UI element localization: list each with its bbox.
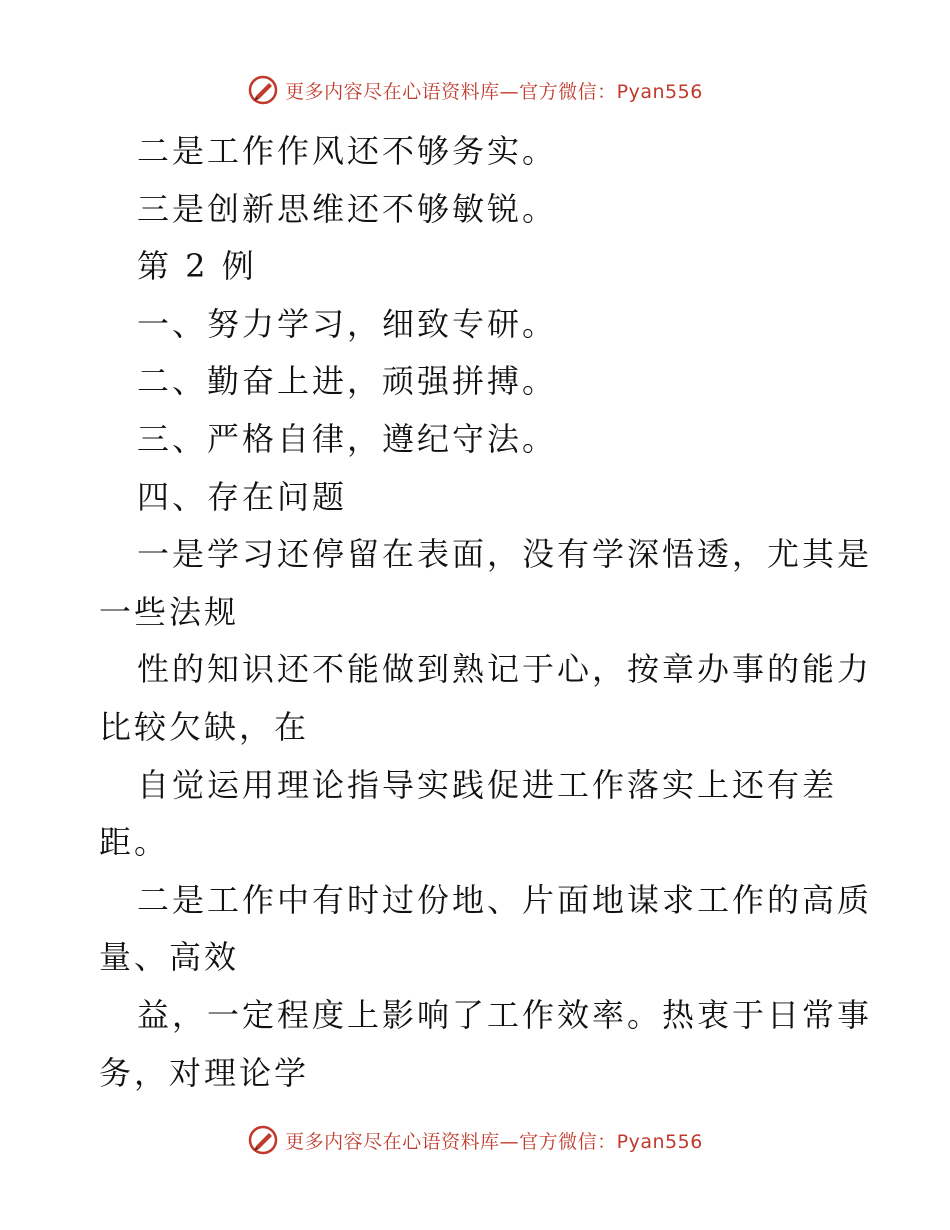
banner-text: 更多内容尽在心语资料库—官方微信：Pyan556 [285, 1130, 703, 1153]
text-line: 二是工作中有时过份地、片面地谋求工作的高质 [137, 880, 873, 919]
pen-logo-icon [247, 74, 279, 106]
banner-text: 更多内容尽在心语资料库—官方微信：Pyan556 [285, 80, 703, 103]
text-line: 一是学习还停留在表面，没有学深悟透，尤其是 [137, 535, 873, 574]
header-watermark-banner [0, 70, 950, 110]
text-line: 性的知识还不能做到熟记于心，按章办事的能力 [137, 650, 873, 689]
text-line: 一些法规 [99, 592, 240, 631]
text-line: 益，一定程度上影响了工作效率。热衷于日常事 [137, 995, 873, 1034]
text-line: 四、存在问题 [137, 477, 348, 516]
footer-watermark-banner [0, 1120, 950, 1160]
text-line: 二是工作作风还不够务实。 [137, 132, 558, 170]
text-line: 一、努力学习，细致专研。 [137, 304, 558, 343]
text-line: 务，对理论学 [99, 1053, 310, 1092]
text-line: 比较欠缺，在 [99, 707, 310, 746]
pen-logo-icon [247, 1124, 279, 1156]
text-line: 第 2 例 [137, 247, 257, 286]
text-line: 距。 [99, 823, 170, 862]
text-line: 量、高效 [99, 938, 240, 977]
text-line: 三、严格自律，遵纪守法。 [137, 419, 558, 458]
text-line: 三是创新思维还不够敏锐。 [137, 189, 558, 228]
text-line: 自觉运用理论指导实践促进工作落实上还有差 [137, 765, 838, 804]
text-line: 二、勤奋上进，顽强拼搏。 [137, 362, 558, 401]
document-body [99, 123, 873, 1102]
